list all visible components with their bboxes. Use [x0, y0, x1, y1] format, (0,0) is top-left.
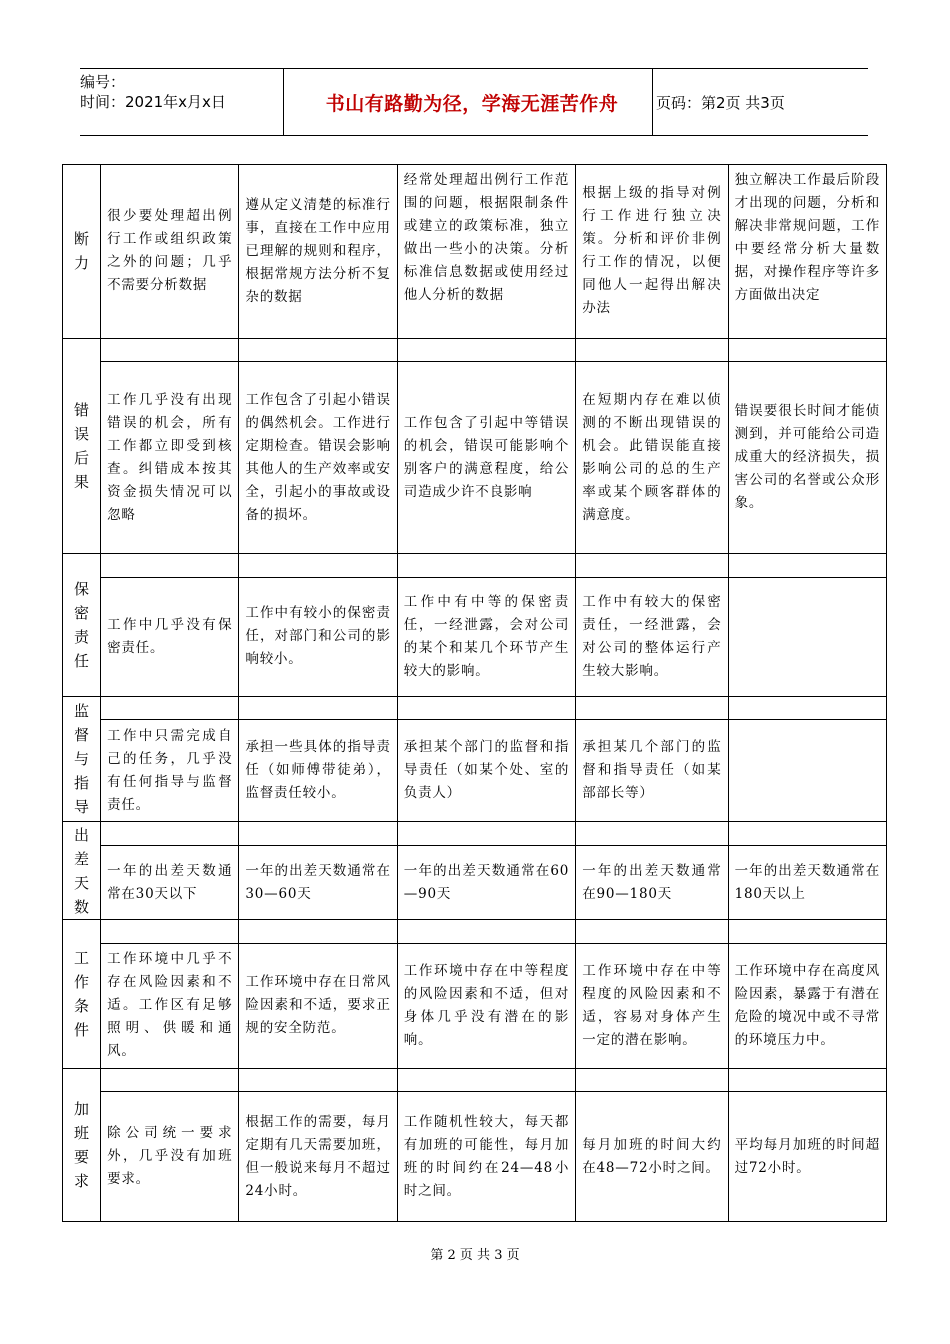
row-label: 监督与指导	[63, 696, 101, 821]
table-cell: 遵从定义清楚的标准行事，直接在工作中应用已理解的规则和程序，根据常规方法分析不复杂的数据	[239, 165, 397, 339]
table-cell: 独立解决工作最后阶段才出现的问题，分析和解决非常规问题，工作中要经常分析大量数据，对操作程序等许多方面做出决定	[728, 165, 886, 339]
spacer-row	[63, 338, 887, 361]
table-cell: 承担某个部门的监督和指导责任（如某个处、室的负责人）	[397, 720, 575, 822]
table-cell: 工作包含了引起中等错误的机会，错误可能影响个别客户的满意程度，给公司造成少许不良影响	[397, 362, 575, 554]
table-cell: 承担一些具体的指导责任（如师傅带徒弟），监督责任较小。	[239, 720, 397, 822]
table-row	[63, 577, 887, 696]
row-label: 加班要求	[63, 1069, 101, 1222]
table-cell: 工作中有中等的保密责任，一经泄露，会对公司的某个和某几个环节产生较大的影响。	[397, 577, 575, 696]
header-motto: 书山有路勤为径，学海无涯苦作舟	[325, 92, 619, 115]
table-cell: 每月加班的时间大约在48—72小时之间。	[576, 1092, 728, 1222]
table-cell: 工作中只需完成自己的任务，几乎没有任何指导与监督责任。	[101, 720, 239, 822]
table-cell: 一年的出差天数通常在30天以下	[101, 845, 239, 920]
table-row	[63, 362, 887, 554]
table-cell: 工作中几乎没有保密责任。	[101, 577, 239, 696]
row-label: 工作条件	[63, 920, 101, 1069]
table-cell: 经常处理超出例行工作范围的问题，根据限制条件或建立的政策标准，独立做出一些小的决策。分析标准信息数据或使用经过他人分析的数据	[397, 165, 575, 339]
page-footer: 第 2 页 共 3 页	[430, 1248, 520, 1263]
header-meta	[80, 69, 280, 135]
header-page-info: 页码：第2页 共3页	[656, 93, 785, 112]
table-row	[63, 165, 887, 339]
table-cell: 工作环境中存在高度风险因素，暴露于有潜在危险的境况中或不寻常的环境压力中。	[728, 943, 886, 1068]
table-cell: 工作几乎没有出现错误的机会，所有工作都立即受到核查。纠错成本按其资金损失情况可以忽略	[101, 362, 239, 554]
table-row	[63, 845, 887, 920]
table-row	[63, 943, 887, 1068]
table-cell: 工作包含了引起小错误的偶然机会。工作进行定期检查。错误会影响其他人的生产效率或安全，引起小的事故或设备的损坏。	[239, 362, 397, 554]
row-label: 保密责任	[63, 554, 101, 697]
job-evaluation-table	[62, 164, 887, 1222]
row-label: 错误后果	[63, 338, 101, 553]
table-cell: 在短期内存在难以侦测的不断出现错误的机会。此错误能直接影响公司的总的生产率或某个顾客群体的满意度。	[576, 362, 728, 554]
spacer-row	[63, 696, 887, 719]
table-cell: 一年的出差天数通常在180天以上	[728, 845, 886, 920]
header-divider	[652, 69, 653, 135]
table-cell: 根据上级的指导对例行工作进行独立决策。分析和评价非例行工作的情况，以便同他人一起得出解决办法	[576, 165, 728, 339]
table-cell: 承担某几个部门的监督和指导责任（如某部部长等）	[576, 720, 728, 822]
row-label: 断力	[63, 165, 101, 339]
table-cell: 工作环境中几乎不存在风险因素和不适。工作区有足够照明、供暖和通风。	[101, 943, 239, 1068]
table-cell: 工作中有较小的保密责任，对部门和公司的影响较小。	[239, 577, 397, 696]
doc-number: 编号：	[80, 73, 126, 91]
table-cell: 一年的出差天数通常在30—60天	[239, 845, 397, 920]
table-row	[63, 1092, 887, 1222]
table-cell: 除公司统一要求外，几乎没有加班要求。	[101, 1092, 239, 1222]
table-cell: 工作随机性较大，每天都有加班的可能性，每月加班的时间约在24—48小时之间。	[397, 1092, 575, 1222]
table-cell: 工作环境中存在中等程度的风险因素和不适，容易对身体产生一定的潜在影响。	[576, 943, 728, 1068]
header-divider	[283, 69, 284, 135]
table-cell: 很少要处理超出例行工作或组织政策之外的问题；几乎不需要分析数据	[101, 165, 239, 339]
table-cell: 工作环境中存在日常风险因素和不适，要求正规的安全防范。	[239, 943, 397, 1068]
table-cell	[728, 577, 886, 696]
table-cell: 一年的出差天数通常在60—90天	[397, 845, 575, 920]
spacer-row	[63, 920, 887, 943]
table-cell: 工作中有较大的保密责任，一经泄露，会对公司的整体运行产生较大影响。	[576, 577, 728, 696]
table-cell: 平均每月加班的时间超过72小时。	[728, 1092, 886, 1222]
spacer-row	[63, 554, 887, 577]
table-cell: 一年的出差天数通常在90—180天	[576, 845, 728, 920]
table-row	[63, 720, 887, 822]
table-cell: 错误要很长时间才能侦测到，并可能给公司造成重大的经济损失，损害公司的名誉或公众形象。	[728, 362, 886, 554]
row-label: 出差天数	[63, 822, 101, 920]
table-cell	[728, 720, 886, 822]
spacer-row	[63, 1069, 887, 1092]
spacer-row	[63, 822, 887, 845]
page-header	[80, 68, 868, 136]
table-cell: 根据工作的需要，每月定期有几天需要加班，但一般说来每月不超过24小时。	[239, 1092, 397, 1222]
doc-date: 时间：2021年x月x日	[80, 93, 226, 111]
table-cell: 工作环境中存在中等程度的风险因素和不适，但对身体几乎没有潜在的影响。	[397, 943, 575, 1068]
